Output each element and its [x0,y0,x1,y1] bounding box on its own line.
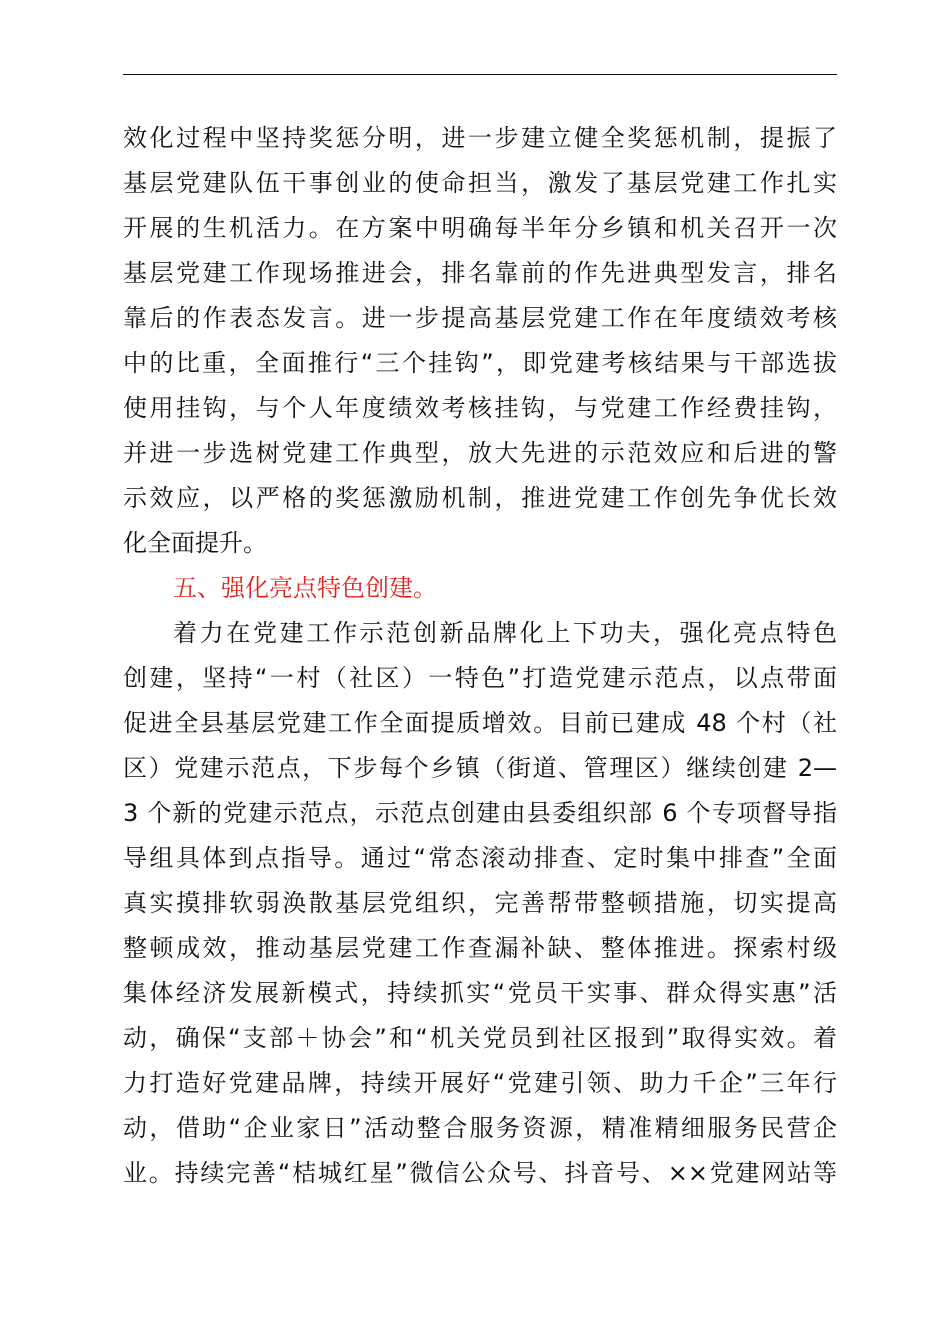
section-heading: 五、强化亮点特色创建。 [173,574,437,602]
paragraph-line: 力打造好党建品牌，持续开展好“党建引领、助力千企”三年行 [123,1069,837,1097]
paragraph-line: 动，借助“企业家日”活动整合服务资源，精准精细服务民营企 [123,1114,837,1142]
body-text [123,116,837,1196]
paragraph-line: 开展的生机活力。在方案中明确每半年分乡镇和机关召开一次 [123,214,837,242]
paragraph-line: 真实摸排软弱涣散基层党组织，完善帮带整顿措施，切实提高 [123,889,837,917]
paragraph-line: 使用挂钩，与个人年度绩效考核挂钩，与党建工作经费挂钩， [123,394,837,422]
paragraph-line: 业。持续完善“桔城红星”微信公众号、抖音号、××党建网站等 [123,1159,837,1187]
header-rule [123,74,837,75]
paragraph-line: 基层党建队伍干事创业的使命担当，激发了基层党建工作扎实 [123,169,837,197]
paragraph-line: 着力在党建工作示范创新品牌化上下功夫，强化亮点特色 [173,619,837,647]
paragraph-line: 3 个新的党建示范点，示范点创建由县委组织部 6 个专项督导指 [123,799,837,827]
paragraph-line: 效化过程中坚持奖惩分明，进一步建立健全奖惩机制，提振了 [123,124,837,152]
paragraph-line: 并进一步选树党建工作典型，放大先进的示范效应和后进的警 [123,439,837,467]
paragraph-line: 整顿成效，推动基层党建工作查漏补缺、整体推进。探索村级 [123,934,837,962]
paragraph-line: 示效应，以严格的奖惩激励机制，推进党建工作创先争优长效 [123,484,837,512]
paragraph-line: 创建，坚持“一村（社区）一特色”打造党建示范点，以点带面 [123,664,837,692]
paragraph-line: 动，确保“支部＋协会”和“机关党员到社区报到”取得实效。着 [123,1024,837,1052]
paragraph-line: 基层党建工作现场推进会，排名靠前的作先进典型发言，排名 [123,259,837,287]
paragraph-line: 促进全县基层党建工作全面提质增效。目前已建成 48 个村（社 [123,709,837,737]
paragraph-line: 靠后的作表态发言。进一步提高基层党建工作在年度绩效考核 [123,304,837,332]
paragraph-line: 导组具体到点指导。通过“常态滚动排查、定时集中排查”全面 [123,844,837,872]
paragraph-line: 集体经济发展新模式，持续抓实“党员干实事、群众得实惠”活 [123,979,837,1007]
paragraph-line: 化全面提升。 [123,529,267,557]
paragraph-line: 区）党建示范点，下步每个乡镇（街道、管理区）继续创建 2— [123,754,837,782]
paragraph-line: 中的比重，全面推行“三个挂钩”，即党建考核结果与干部选拔 [123,349,837,377]
